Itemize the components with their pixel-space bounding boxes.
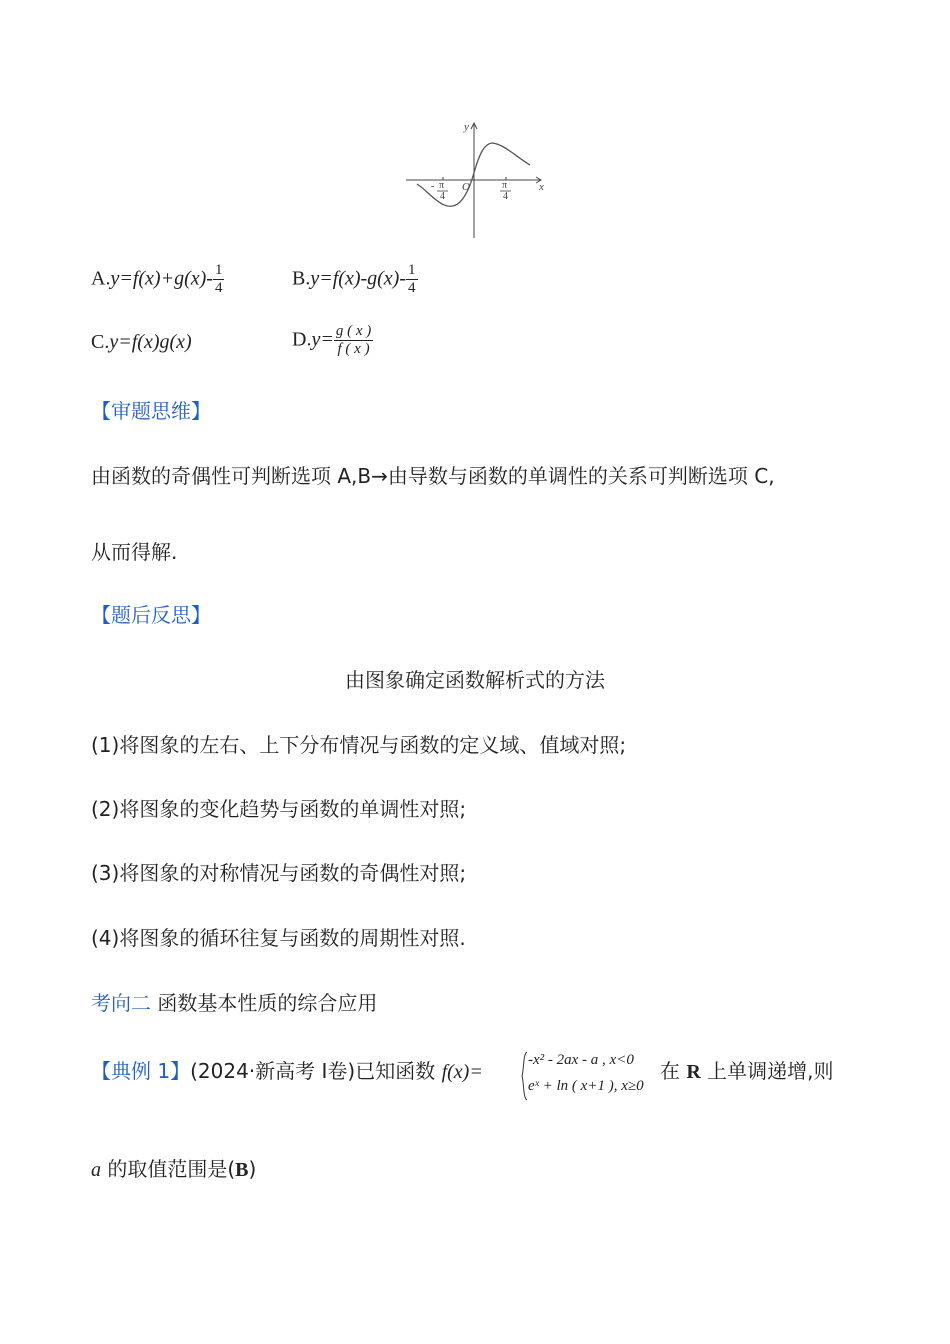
- option-b-frac-num: 1: [406, 262, 418, 280]
- origin-label: O: [462, 181, 470, 193]
- option-d-y: y: [311, 328, 321, 351]
- example-question: 的取值范围是(: [101, 1157, 236, 1181]
- option-b-expr: =f(x)-g(x)-: [319, 267, 407, 290]
- pos-tick-num: π: [502, 180, 508, 191]
- option-c-y: y: [109, 331, 119, 353]
- option-b: [292, 262, 418, 298]
- option-b-fraction: [406, 262, 418, 298]
- reflection-title: 由图象确定函数解析式的方法: [345, 668, 605, 692]
- thinking-line-2: 从而得解.: [91, 540, 178, 564]
- option-d-frac-den: f ( x ): [337, 341, 370, 358]
- answer: B: [235, 1159, 249, 1181]
- neg-tick-num: π: [439, 180, 445, 191]
- reflection-heading: 【题后反思】: [91, 603, 211, 627]
- option-a-y: y: [110, 267, 120, 290]
- piece-1: -x² - 2ax - a , x<0: [528, 1052, 634, 1068]
- option-a-frac-den: 4: [214, 280, 223, 297]
- example-line-1-tail: [660, 1055, 834, 1084]
- option-d-frac-num: g ( x ): [334, 323, 373, 341]
- neg-tick-den: 4: [440, 191, 445, 202]
- reflection-item: (2)将图象的变化趋势与函数的单调性对照;: [91, 797, 467, 821]
- option-d-expr: =: [320, 328, 334, 351]
- option-c-prefix: C.: [91, 331, 110, 353]
- option-a-frac-num: 1: [213, 262, 225, 280]
- example-after2: 上单调递增,则: [700, 1059, 834, 1083]
- direction-label: 考向二: [91, 991, 151, 1015]
- x-axis-label: x: [539, 181, 544, 193]
- option-b-prefix: B.: [292, 267, 311, 290]
- pos-tick-den: 4: [503, 191, 508, 202]
- thinking-heading: 【审题思维】: [91, 399, 211, 423]
- option-b-y: y: [310, 267, 320, 290]
- example-close: ): [248, 1157, 257, 1181]
- option-a-prefix: A.: [91, 267, 111, 290]
- option-d-fraction: [334, 323, 373, 359]
- direction-title: [91, 987, 377, 1016]
- option-c-expr: =f(x)g(x): [118, 331, 192, 353]
- example-source: (2024·新高考 Ⅰ卷)已知函数: [190, 1059, 442, 1083]
- option-a-fraction: [213, 262, 225, 298]
- function-graph: [400, 118, 555, 243]
- example-line-1: [91, 1055, 483, 1084]
- option-b-frac-den: 4: [408, 280, 416, 297]
- reflection-item: (3)将图象的对称情况与函数的奇偶性对照;: [91, 861, 467, 885]
- option-a-expr: =f(x)+g(x)-: [119, 267, 213, 290]
- example-tag: 【典例 1】: [91, 1059, 191, 1083]
- reflection-item: (4)将图象的循环往复与函数的周期性对照.: [91, 926, 466, 950]
- thinking-line-1: 由函数的奇偶性可判断选项 A,B→由导数与函数的单调性的关系可判断选项 C,: [91, 464, 775, 488]
- piece-2: eˣ + ln ( x+1 ), x≥0: [528, 1078, 644, 1094]
- var-a: a: [91, 1159, 101, 1181]
- option-d-prefix: D.: [292, 328, 312, 351]
- option-a: [91, 262, 224, 298]
- set-R: R: [686, 1061, 701, 1083]
- example-line-2: [91, 1153, 256, 1182]
- example-func: f(x)=: [441, 1061, 483, 1083]
- direction-text: 函数基本性质的综合应用: [157, 991, 378, 1015]
- example-after: 在: [660, 1059, 687, 1083]
- option-d: [292, 323, 373, 359]
- neg-tick-sign: -: [431, 181, 435, 192]
- option-c: [91, 331, 192, 354]
- y-axis-label: y: [464, 121, 469, 133]
- reflection-item: (1)将图象的左右、上下分布情况与函数的定义域、值域对照;: [91, 733, 627, 757]
